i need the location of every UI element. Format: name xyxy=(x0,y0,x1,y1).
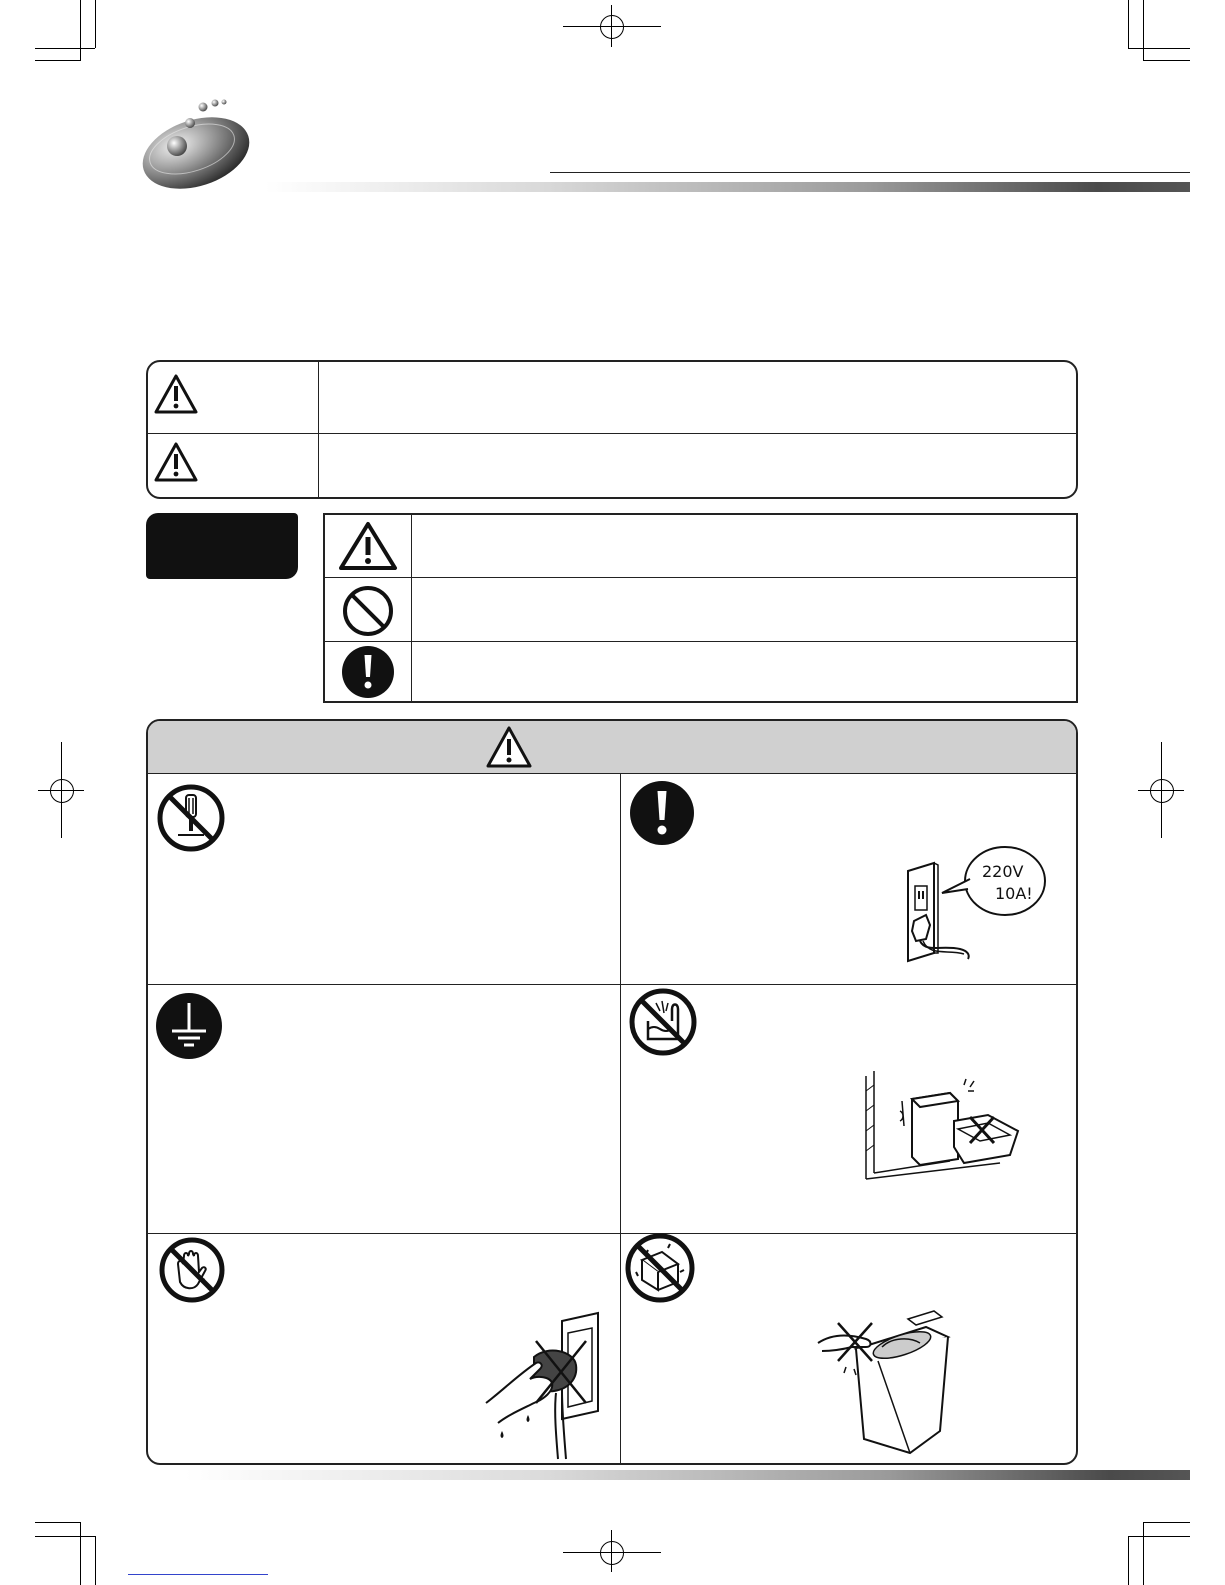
exclamation-icon xyxy=(340,644,396,700)
footer-link-underline xyxy=(128,1574,268,1575)
registration-mark xyxy=(611,1530,612,1572)
washer-spin-illustration xyxy=(816,1307,956,1457)
symbols-badge xyxy=(146,513,298,579)
divider xyxy=(148,1233,1076,1234)
registration-mark xyxy=(611,5,612,47)
header-rule xyxy=(550,172,1190,173)
warning-header xyxy=(148,721,1076,774)
outlet-illustration xyxy=(890,841,1050,966)
bathroom-washer-illustration xyxy=(860,1071,1040,1186)
registration-mark xyxy=(61,742,62,838)
crop-mark xyxy=(1143,1522,1190,1523)
signal-word-legend xyxy=(146,360,1078,499)
no-disassembly-icon xyxy=(156,783,226,853)
crop-mark xyxy=(1128,1536,1190,1537)
crop-mark xyxy=(1128,0,1129,48)
outlet-bubble-line2: 10A! xyxy=(995,884,1033,903)
symbols-table xyxy=(323,513,1078,703)
registration-mark xyxy=(563,1552,661,1553)
crop-mark xyxy=(1143,60,1190,61)
registration-mark xyxy=(1150,779,1174,803)
registration-mark xyxy=(1161,742,1162,838)
divider xyxy=(148,433,1076,434)
no-water-splash-icon xyxy=(628,987,698,1057)
no-touch-icon xyxy=(624,1232,696,1304)
crop-mark xyxy=(1128,48,1190,49)
divider xyxy=(325,577,1076,578)
crop-mark xyxy=(95,1536,96,1585)
divider xyxy=(148,984,1076,985)
crop-mark xyxy=(1143,1522,1144,1585)
warning-triangle-icon xyxy=(153,373,199,415)
no-wet-hands-icon xyxy=(158,1236,226,1304)
registration-mark xyxy=(600,15,624,39)
crop-mark xyxy=(35,1522,81,1523)
registration-mark xyxy=(50,779,74,803)
divider xyxy=(325,641,1076,642)
footer-gradient-bar xyxy=(185,1470,1190,1480)
registration-mark xyxy=(563,26,661,27)
divider xyxy=(620,773,621,1465)
divider xyxy=(318,362,319,497)
header-gradient-bar xyxy=(265,182,1190,192)
crop-mark xyxy=(35,60,81,61)
exclamation-icon xyxy=(628,779,696,847)
outlet-bubble-line1: 220V xyxy=(982,862,1024,881)
crop-mark xyxy=(1143,0,1144,60)
crop-mark xyxy=(35,1536,95,1537)
warning-triangle-icon xyxy=(337,520,399,572)
registration-mark xyxy=(600,1541,624,1565)
crop-mark xyxy=(80,1522,81,1585)
brand-logo-icon xyxy=(140,95,252,190)
warning-triangle-icon xyxy=(485,725,533,769)
warning-section xyxy=(146,719,1078,1465)
crop-mark xyxy=(95,0,96,48)
prohibition-icon xyxy=(341,584,395,638)
crop-mark xyxy=(1128,1536,1129,1585)
crop-mark xyxy=(35,48,95,49)
crop-mark xyxy=(80,0,81,60)
divider xyxy=(411,515,412,701)
ground-icon xyxy=(154,991,224,1061)
warning-triangle-icon xyxy=(153,441,199,483)
wet-hand-plug-illustration xyxy=(478,1311,618,1461)
